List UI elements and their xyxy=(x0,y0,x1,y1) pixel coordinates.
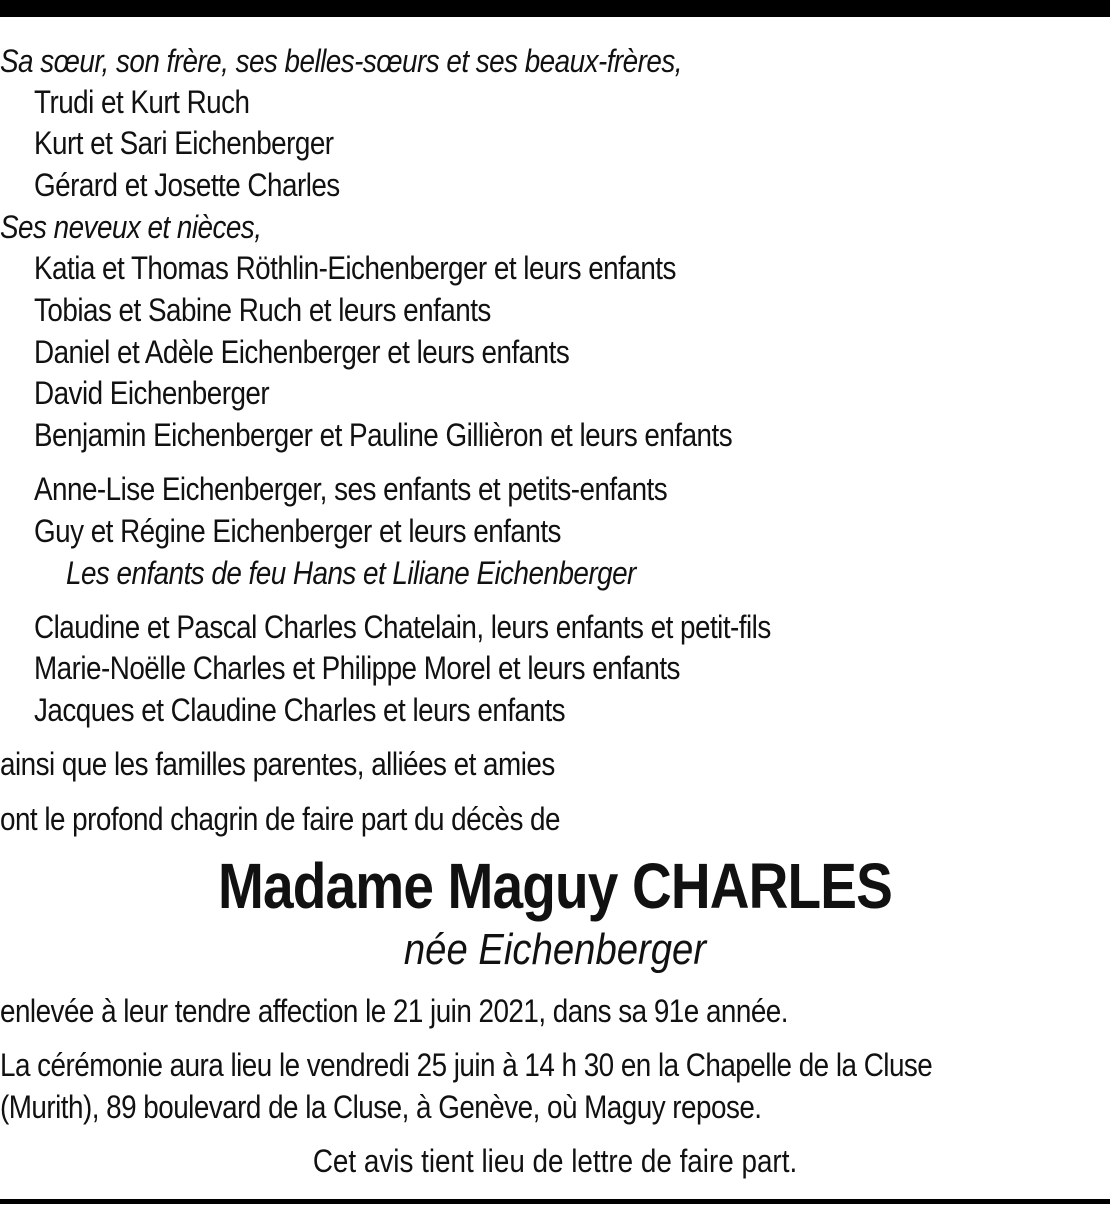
nephew-line: Claudine et Pascal Charles Chatelain, leurs enfants et petit-fils xyxy=(34,609,771,645)
bottom-rule xyxy=(0,1199,1110,1204)
nephew-line: Anne-Lise Eichenberger, ses enfants et petits-enfants xyxy=(34,471,668,507)
top-rule xyxy=(0,0,1110,17)
nephew-line: Marie-Noëlle Charles et Philippe Morel et leurs enfants xyxy=(34,650,680,686)
ceremony-line: (Murith), 89 boulevard de la Cluse, à Genève, où Maguy repose. xyxy=(0,1089,762,1125)
nephew-line: Tobias et Sabine Ruch et leurs enfants xyxy=(34,292,491,328)
nephew-line: Benjamin Eichenberger et Pauline Gillièron et leurs enfants xyxy=(34,417,733,453)
intro-text: ont le profond chagrin de faire part du décès de xyxy=(0,801,560,837)
group-note: Les enfants de feu Hans et Liliane Eichenberger xyxy=(66,555,636,591)
sibling-line: Trudi et Kurt Ruch xyxy=(34,84,250,120)
nephew-line: David Eichenberger xyxy=(34,375,270,411)
closing-text: Cet avis tient lieu de lettre de faire part. xyxy=(312,1143,798,1179)
siblings-heading: Sa sœur, son frère, ses belles-sœurs et ses beaux-frères, xyxy=(0,43,682,79)
nephews-heading: Ses neveux et nièces, xyxy=(0,209,262,245)
deceased-name: Madame Maguy CHARLES xyxy=(218,850,892,922)
nephew-line: Guy et Régine Eichenberger et leurs enfants xyxy=(34,513,561,549)
maiden-name: née Eichenberger xyxy=(403,925,707,974)
nephew-line: Jacques et Claudine Charles et leurs enfants xyxy=(34,692,566,728)
sibling-line: Gérard et Josette Charles xyxy=(34,167,340,203)
nephew-line: Daniel et Adèle Eichenberger et leurs enfants xyxy=(34,334,570,370)
death-info: enlevée à leur tendre affection le 21 juin 2021, dans sa 91e année. xyxy=(0,993,788,1029)
ceremony-line: La cérémonie aura lieu le vendredi 25 juin à 14 h 30 en la Chapelle de la Cluse xyxy=(0,1047,933,1083)
sibling-line: Kurt et Sari Eichenberger xyxy=(34,125,334,161)
other-families: ainsi que les familles parentes, alliées et amies xyxy=(0,746,555,782)
nephew-line: Katia et Thomas Röthlin-Eichenberger et leurs enfants xyxy=(34,250,676,286)
